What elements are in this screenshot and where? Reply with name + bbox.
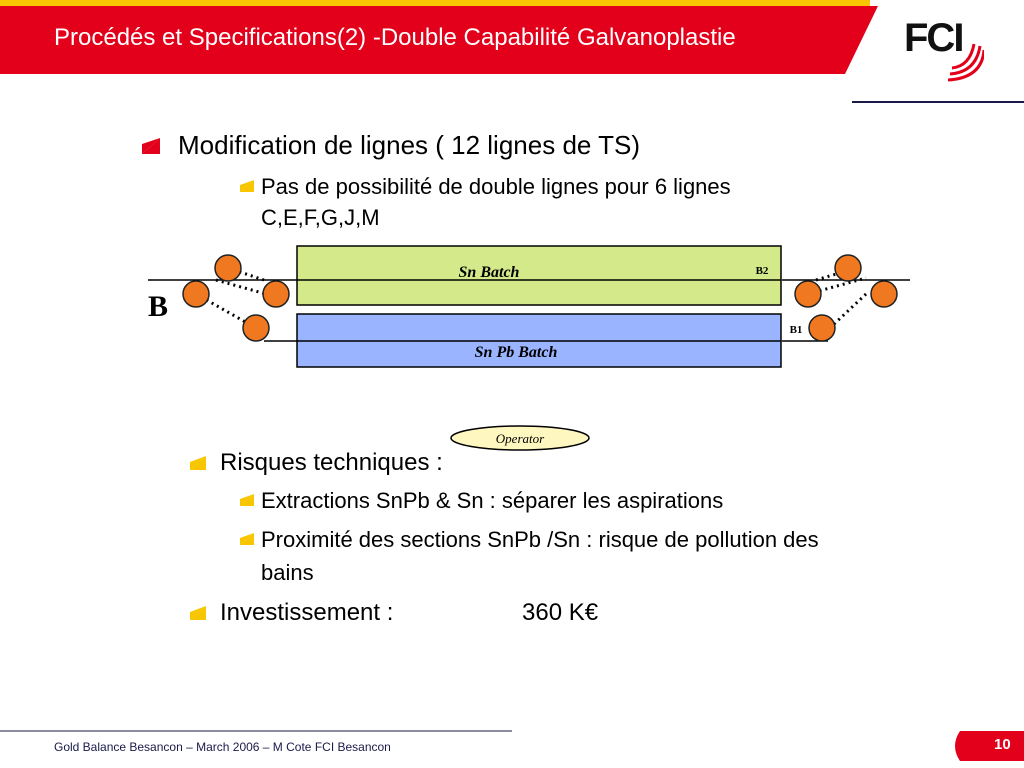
node-right-top <box>835 255 861 281</box>
bullet-1-sub-1-line-2: C,E,F,G,J,M <box>261 205 380 230</box>
slide-title: Procédés et Specifications(2) -Double Capabilité Galvanoplastie <box>54 24 736 51</box>
fci-logo <box>904 16 984 86</box>
node-left-bottom <box>243 315 269 341</box>
bullet-red-icon <box>142 138 160 154</box>
tank-tag-b2: B2 <box>755 265 769 277</box>
bullet-yellow-icon <box>240 180 254 192</box>
bullet-3-label: Investissement : <box>220 599 394 626</box>
bullet-2: Risques techniques : <box>220 449 443 476</box>
snpb-batch-label: Sn Pb Batch <box>474 344 558 361</box>
bullet-yellow-icon <box>240 533 254 545</box>
bullet-1: Modification de lignes ( 12 lignes de TS) <box>178 130 640 160</box>
page-number: 10 <box>994 736 1011 753</box>
bullet-yellow-icon <box>190 456 206 470</box>
footer-text: Gold Balance Besancon – March 2006 – M Cote FCI Besancon <box>54 740 391 754</box>
node-right-outer <box>871 281 897 307</box>
node-left-top <box>215 255 241 281</box>
sn-batch-label: Sn Batch <box>458 264 520 281</box>
line-diagram <box>140 240 940 460</box>
node-right-bottom <box>809 315 835 341</box>
bullet-2-sub-1: Extractions SnPb & Sn : séparer les aspirations <box>261 488 724 513</box>
sn-batch-tank <box>297 246 781 305</box>
operator-label: Operator <box>495 431 545 446</box>
bullet-yellow-icon <box>240 494 254 506</box>
bullet-1-sub-1-line-1: Pas de possibilité de double lignes pour 6 lignes <box>261 174 731 199</box>
bullet-2-sub-2-line-2: bains <box>261 560 314 585</box>
line-label: B <box>148 290 169 323</box>
bullet-yellow-icon <box>190 606 206 620</box>
node-right-inner <box>795 281 821 307</box>
fci-logo-text: FCI <box>904 16 963 60</box>
header-band <box>0 0 1024 110</box>
tank-tag-b1: B1 <box>789 324 803 336</box>
node-left-outer <box>183 281 209 307</box>
bullet-2-sub-2-line-1: Proximité des sections SnPb /Sn : risque de pollution des <box>261 527 819 552</box>
node-left-inner <box>263 281 289 307</box>
page-number-tab <box>955 731 1024 761</box>
fci-logo-swoosh <box>904 16 984 86</box>
header-yellow-stripe <box>0 0 870 6</box>
bullet-3-value: 360 K€ <box>522 599 599 626</box>
